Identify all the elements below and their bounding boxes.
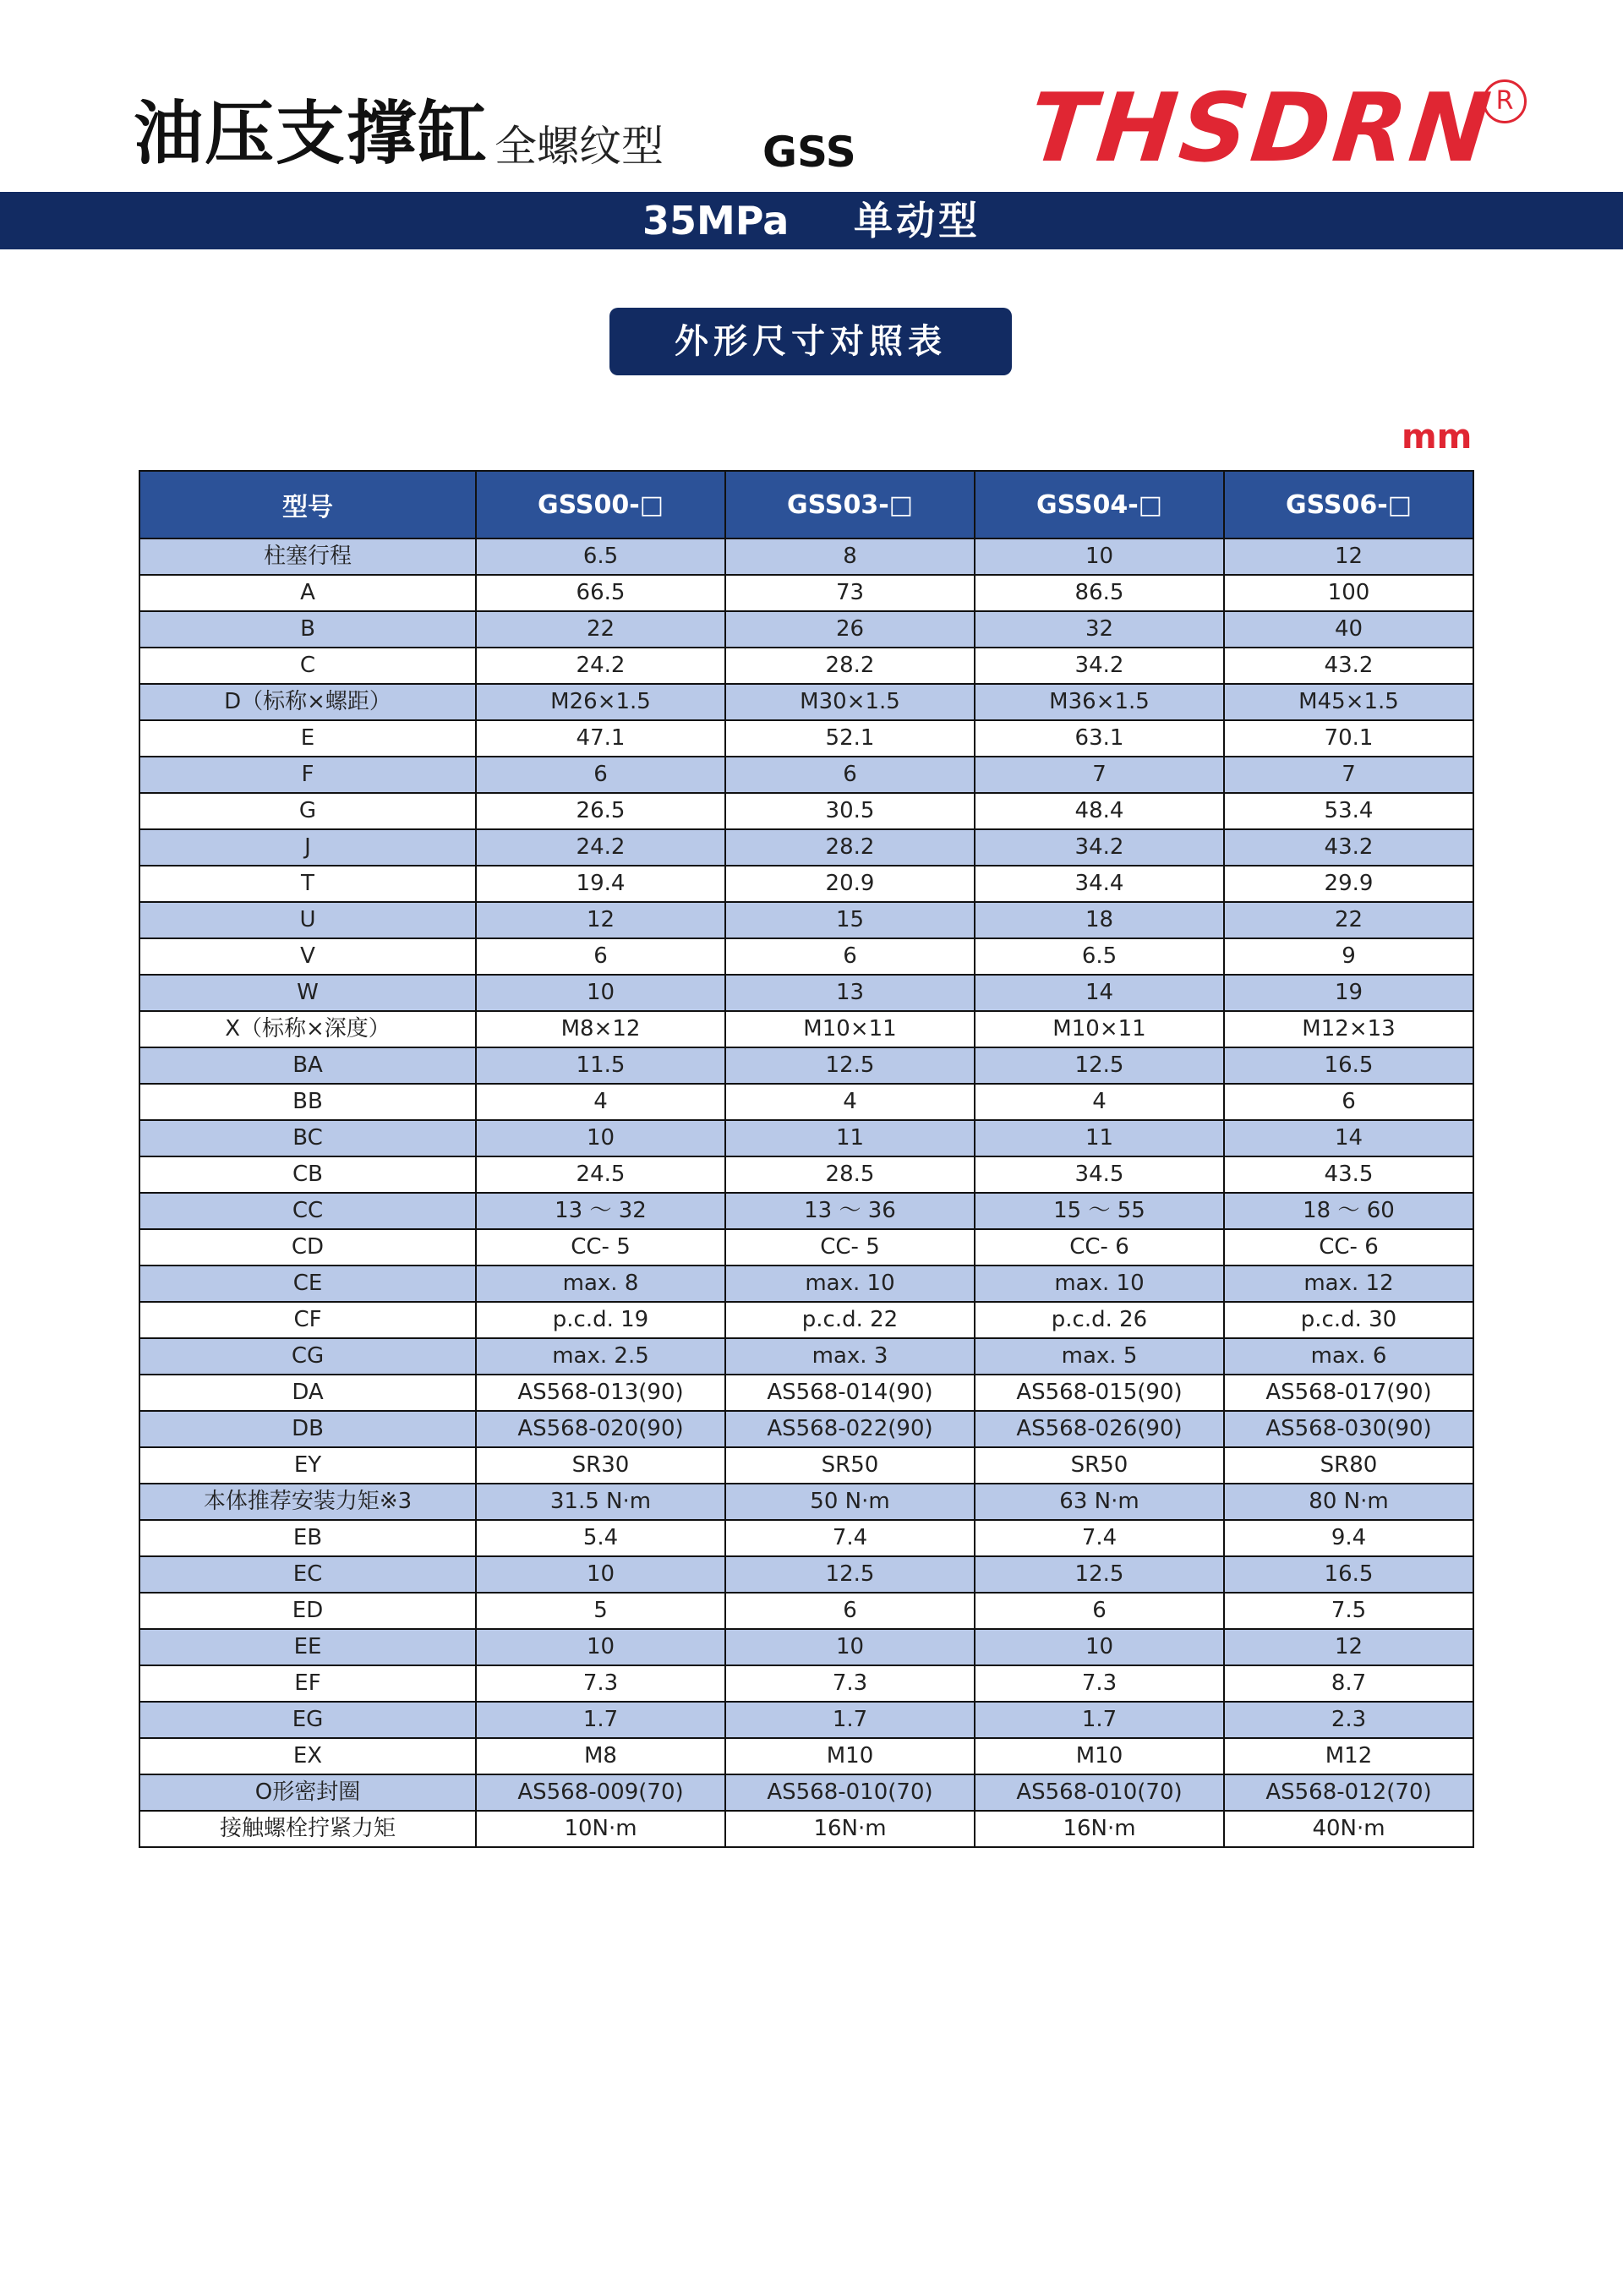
table-row [139, 1484, 1473, 1520]
table-row [139, 538, 1473, 575]
table-cell: M30×1.5 [725, 684, 975, 720]
row-label: CB [139, 1156, 476, 1193]
table-cell: 12 [476, 902, 725, 938]
table-cell: 13 ～ 36 [725, 1193, 975, 1229]
table-cell: 9.4 [1224, 1520, 1473, 1556]
row-label: D（标称×螺距） [139, 684, 476, 720]
spec-banner [0, 192, 1623, 249]
table-cell: p.c.d. 26 [975, 1302, 1224, 1338]
table-cell: 6 [725, 1593, 975, 1629]
row-label: O形密封圈 [139, 1774, 476, 1811]
table-cell: 24.5 [476, 1156, 725, 1193]
row-label: B [139, 611, 476, 648]
table-cell: 22 [476, 611, 725, 648]
row-label: CE [139, 1266, 476, 1302]
table-cell: AS568-009(70) [476, 1774, 725, 1811]
table-row [139, 793, 1473, 829]
table-cell: 16N·m [725, 1811, 975, 1847]
table-cell: 2.3 [1224, 1702, 1473, 1738]
table-cell: 6 [975, 1593, 1224, 1629]
table-cell: M8 [476, 1738, 725, 1774]
table-row [139, 1774, 1473, 1811]
table-row [139, 1665, 1473, 1702]
table-cell: 16N·m [975, 1811, 1224, 1847]
row-label: CC [139, 1193, 476, 1229]
row-label: BA [139, 1047, 476, 1084]
table-row [139, 1629, 1473, 1665]
row-label: F [139, 757, 476, 793]
table-cell: 30.5 [725, 793, 975, 829]
table-row [139, 1811, 1473, 1847]
table-cell: 4 [975, 1084, 1224, 1120]
table-cell: SR50 [975, 1447, 1224, 1484]
table-cell: 40 [1224, 611, 1473, 648]
table-cell: 13 [725, 975, 975, 1011]
table-cell: 7.3 [975, 1665, 1224, 1702]
table-cell: 6.5 [975, 938, 1224, 975]
row-label: 本体推荐安装力矩※3 [139, 1484, 476, 1520]
table-cell: CC- 6 [975, 1229, 1224, 1266]
table-cell: 7.4 [725, 1520, 975, 1556]
table-row [139, 975, 1473, 1011]
table-cell: CC- 6 [1224, 1229, 1473, 1266]
table-cell: 48.4 [975, 793, 1224, 829]
column-header-model: 型号 [139, 471, 476, 538]
page-subtitle: 全螺纹型 [495, 122, 664, 171]
row-label: EX [139, 1738, 476, 1774]
column-header-4: GSS06-□ [1224, 471, 1473, 538]
table-row [139, 1338, 1473, 1375]
table-cell: 10 [476, 1556, 725, 1593]
table-cell: 1.7 [725, 1702, 975, 1738]
table-row [139, 1193, 1473, 1229]
table-cell: 10 [476, 1120, 725, 1156]
table-cell: 43.5 [1224, 1156, 1473, 1193]
table-cell: M26×1.5 [476, 684, 725, 720]
table-cell: M45×1.5 [1224, 684, 1473, 720]
table-cell: 7 [975, 757, 1224, 793]
row-label: T [139, 866, 476, 902]
table-row [139, 1520, 1473, 1556]
table-cell: AS568-014(90) [725, 1375, 975, 1411]
table-row [139, 1738, 1473, 1774]
table-cell: 28.2 [725, 648, 975, 684]
table-cell: 6 [1224, 1084, 1473, 1120]
table-cell: M10 [725, 1738, 975, 1774]
row-label: DB [139, 1411, 476, 1447]
table-cell: max. 8 [476, 1266, 725, 1302]
table-cell: 52.1 [725, 720, 975, 757]
table-cell: p.c.d. 30 [1224, 1302, 1473, 1338]
row-label: U [139, 902, 476, 938]
table-cell: M8×12 [476, 1011, 725, 1047]
column-header-3: GSS04-□ [975, 471, 1224, 538]
table-cell: AS568-026(90) [975, 1411, 1224, 1447]
column-header-2: GSS03-□ [725, 471, 975, 538]
row-label: CG [139, 1338, 476, 1375]
row-label: C [139, 648, 476, 684]
table-cell: 8.7 [1224, 1665, 1473, 1702]
table-cell: 12.5 [975, 1047, 1224, 1084]
table-cell: 34.2 [975, 829, 1224, 866]
table-row [139, 1120, 1473, 1156]
table-cell: max. 10 [975, 1266, 1224, 1302]
row-label: 接触螺栓拧紧力矩 [139, 1811, 476, 1847]
row-label: J [139, 829, 476, 866]
pressure-rating: 35MPa [642, 198, 790, 243]
table-cell: 15 ～ 55 [975, 1193, 1224, 1229]
table-cell: 10 [725, 1629, 975, 1665]
table-cell: M10×11 [725, 1011, 975, 1047]
row-label: G [139, 793, 476, 829]
table-cell: 18 [975, 902, 1224, 938]
table-cell: AS568-012(70) [1224, 1774, 1473, 1811]
table-row [139, 1556, 1473, 1593]
table-row [139, 575, 1473, 611]
table-cell: SR50 [725, 1447, 975, 1484]
row-label: EF [139, 1665, 476, 1702]
table-cell: 50 N·m [725, 1484, 975, 1520]
table-cell: 20.9 [725, 866, 975, 902]
table-cell: 43.2 [1224, 648, 1473, 684]
table-cell: 24.2 [476, 829, 725, 866]
table-cell: 12 [1224, 538, 1473, 575]
table-cell: 7.4 [975, 1520, 1224, 1556]
table-cell: 34.4 [975, 866, 1224, 902]
page-title: 油压支撑缸 [134, 94, 489, 174]
row-label: W [139, 975, 476, 1011]
table-cell: M12×13 [1224, 1011, 1473, 1047]
table-cell: p.c.d. 22 [725, 1302, 975, 1338]
row-label: X（标称×深度） [139, 1011, 476, 1047]
table-row [139, 1047, 1473, 1084]
table-row [139, 1593, 1473, 1629]
table-cell: 7.5 [1224, 1593, 1473, 1629]
table-cell: 4 [476, 1084, 725, 1120]
table-cell: 10 [975, 1629, 1224, 1665]
table-cell: 11 [725, 1120, 975, 1156]
table-cell: 16.5 [1224, 1047, 1473, 1084]
table-cell: 34.5 [975, 1156, 1224, 1193]
table-cell: 16.5 [1224, 1556, 1473, 1593]
table-cell: AS568-020(90) [476, 1411, 725, 1447]
table-cell: 10N·m [476, 1811, 725, 1847]
row-label: EY [139, 1447, 476, 1484]
row-label: DA [139, 1375, 476, 1411]
row-label: CD [139, 1229, 476, 1266]
row-label: EB [139, 1520, 476, 1556]
table-cell: AS568-030(90) [1224, 1411, 1473, 1447]
row-label: EE [139, 1629, 476, 1665]
table-cell: M10 [975, 1738, 1224, 1774]
table-row [139, 902, 1473, 938]
table-cell: CC- 5 [725, 1229, 975, 1266]
table-cell: 12.5 [975, 1556, 1224, 1593]
table-row [139, 1411, 1473, 1447]
table-cell: 29.9 [1224, 866, 1473, 902]
table-cell: 40N·m [1224, 1811, 1473, 1847]
table-cell: 6 [476, 757, 725, 793]
table-cell: 80 N·m [1224, 1484, 1473, 1520]
table-cell: 12.5 [725, 1047, 975, 1084]
table-cell: p.c.d. 19 [476, 1302, 725, 1338]
table-cell: 100 [1224, 575, 1473, 611]
table-cell: 7 [1224, 757, 1473, 793]
row-label: EC [139, 1556, 476, 1593]
table-cell: 8 [725, 538, 975, 575]
table-cell: 86.5 [975, 575, 1224, 611]
table-cell: 13 ～ 32 [476, 1193, 725, 1229]
table-cell: 11.5 [476, 1047, 725, 1084]
table-cell: 63.1 [975, 720, 1224, 757]
table-cell: 26 [725, 611, 975, 648]
table-cell: max. 2.5 [476, 1338, 725, 1375]
table-cell: 4 [725, 1084, 975, 1120]
table-cell: M10×11 [975, 1011, 1224, 1047]
table-row [139, 1266, 1473, 1302]
row-label: 柱塞行程 [139, 538, 476, 575]
table-cell: 6.5 [476, 538, 725, 575]
table-cell: M36×1.5 [975, 684, 1224, 720]
table-cell: AS568-017(90) [1224, 1375, 1473, 1411]
dimension-table [139, 470, 1474, 1848]
registered-mark-icon: R [1483, 79, 1527, 123]
table-row [139, 1156, 1473, 1193]
table-cell: 19 [1224, 975, 1473, 1011]
brand-logo: THSDRN [1024, 74, 1499, 183]
table-cell: 18 ～ 60 [1224, 1193, 1473, 1229]
table-cell: 26.5 [476, 793, 725, 829]
table-cell: AS568-015(90) [975, 1375, 1224, 1411]
table-cell: 7.3 [476, 1665, 725, 1702]
table-cell: 70.1 [1224, 720, 1473, 757]
table-cell: CC- 5 [476, 1229, 725, 1266]
table-cell: 9 [1224, 938, 1473, 975]
table-cell: 47.1 [476, 720, 725, 757]
row-label: BC [139, 1120, 476, 1156]
table-cell: 28.5 [725, 1156, 975, 1193]
action-type: 单动型 [854, 198, 981, 243]
table-cell: 6 [725, 757, 975, 793]
table-row [139, 1084, 1473, 1120]
table-row [139, 720, 1473, 757]
table-row [139, 1375, 1473, 1411]
table-cell: 22 [1224, 902, 1473, 938]
table-row [139, 1447, 1473, 1484]
table-cell: 1.7 [975, 1702, 1224, 1738]
table-cell: 32 [975, 611, 1224, 648]
table-row [139, 611, 1473, 648]
table-row [139, 757, 1473, 793]
table-row [139, 938, 1473, 975]
row-label: A [139, 575, 476, 611]
table-cell: 63 N·m [975, 1484, 1224, 1520]
table-cell: 6 [476, 938, 725, 975]
table-cell: SR30 [476, 1447, 725, 1484]
table-cell: M12 [1224, 1738, 1473, 1774]
table-cell: AS568-010(70) [975, 1774, 1224, 1811]
table-cell: 5 [476, 1593, 725, 1629]
table-cell: 14 [975, 975, 1224, 1011]
table-cell: max. 12 [1224, 1266, 1473, 1302]
unit-label: mm [1402, 418, 1473, 456]
table-cell: 28.2 [725, 829, 975, 866]
table-cell: 15 [725, 902, 975, 938]
table-header-row [139, 471, 1473, 538]
table-cell: 12.5 [725, 1556, 975, 1593]
table-row [139, 1229, 1473, 1266]
table-cell: 7.3 [725, 1665, 975, 1702]
table-row [139, 684, 1473, 720]
table-cell: 5.4 [476, 1520, 725, 1556]
table-cell: max. 10 [725, 1266, 975, 1302]
table-cell: 73 [725, 575, 975, 611]
row-label: V [139, 938, 476, 975]
table-cell: 31.5 N·m [476, 1484, 725, 1520]
section-title: 外形尺寸对照表 [609, 308, 1012, 375]
table-cell: 10 [476, 975, 725, 1011]
table-row [139, 1011, 1473, 1047]
table-row [139, 866, 1473, 902]
column-header-1: GSS00-□ [476, 471, 725, 538]
table-row [139, 1702, 1473, 1738]
table-row [139, 1302, 1473, 1338]
table-cell: 14 [1224, 1120, 1473, 1156]
table-cell: 1.7 [476, 1702, 725, 1738]
row-label: ED [139, 1593, 476, 1629]
table-cell: 66.5 [476, 575, 725, 611]
table-cell: max. 3 [725, 1338, 975, 1375]
row-label: CF [139, 1302, 476, 1338]
table-row [139, 648, 1473, 684]
table-cell: 19.4 [476, 866, 725, 902]
table-row [139, 829, 1473, 866]
table-cell: AS568-010(70) [725, 1774, 975, 1811]
table-cell: 12 [1224, 1629, 1473, 1665]
table-cell: 24.2 [476, 648, 725, 684]
table-cell: 11 [975, 1120, 1224, 1156]
row-label: E [139, 720, 476, 757]
table-cell: max. 6 [1224, 1338, 1473, 1375]
table-cell: 6 [725, 938, 975, 975]
table-cell: 34.2 [975, 648, 1224, 684]
table-cell: 53.4 [1224, 793, 1473, 829]
model-code: GSS [762, 128, 856, 177]
row-label: BB [139, 1084, 476, 1120]
table-cell: 10 [975, 538, 1224, 575]
table-cell: SR80 [1224, 1447, 1473, 1484]
row-label: EG [139, 1702, 476, 1738]
table-cell: 10 [476, 1629, 725, 1665]
table-cell: AS568-013(90) [476, 1375, 725, 1411]
table-cell: 43.2 [1224, 829, 1473, 866]
table-cell: AS568-022(90) [725, 1411, 975, 1447]
table-cell: max. 5 [975, 1338, 1224, 1375]
